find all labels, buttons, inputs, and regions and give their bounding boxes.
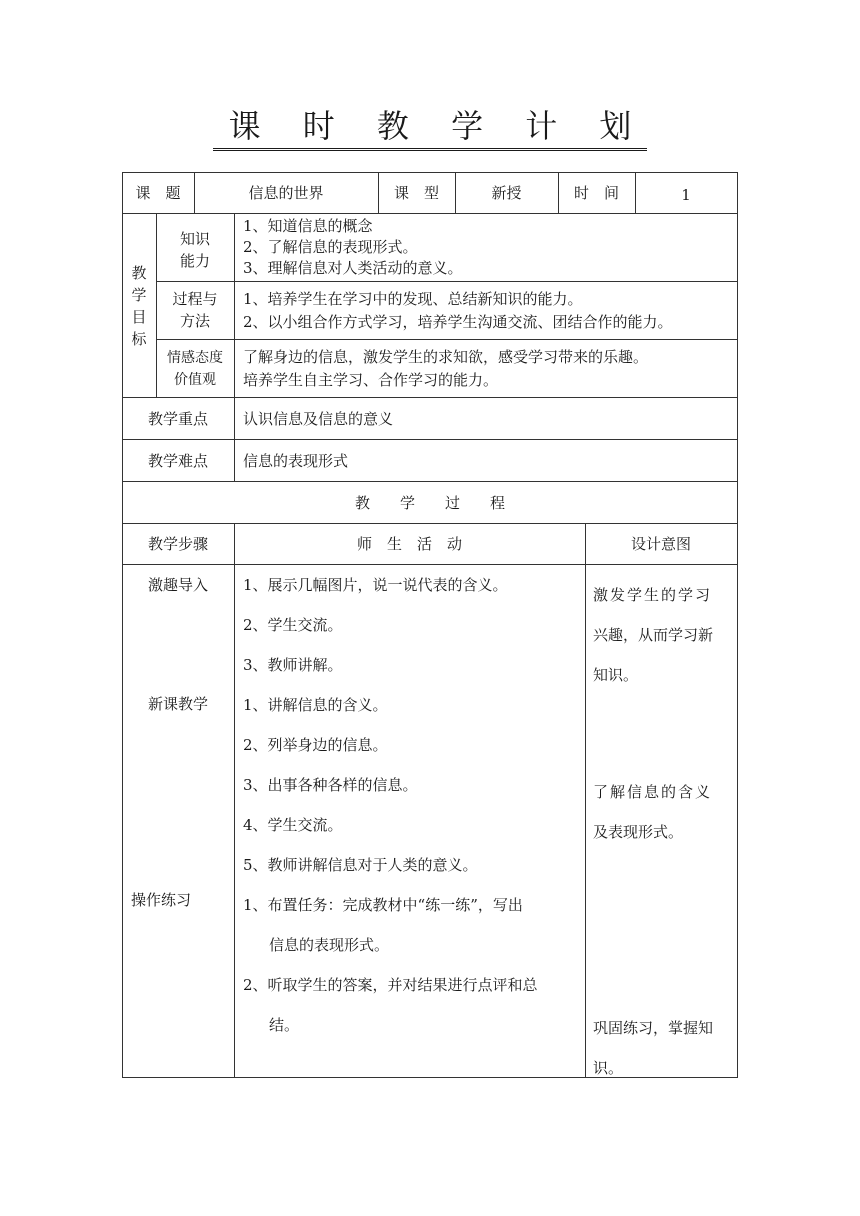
type-value: 新授 [491, 184, 522, 202]
knowledge-item: 3、理解信息对人类活动的意义。 [243, 259, 463, 277]
intent-line: 巩固练习，掌握知 [593, 1019, 714, 1037]
objectives-char: 目 [131, 308, 147, 326]
process-label-line: 方法 [179, 312, 210, 330]
step-warmup: 激趣导入 [147, 576, 208, 594]
intent-line: 识。 [593, 1059, 624, 1077]
table-border-right [737, 172, 738, 1078]
table-rule [234, 523, 235, 1078]
activity-line: 4、学生交流。 [243, 816, 343, 834]
knowledge-label [156, 228, 234, 272]
activity-line: 1、展示几幅图片，说一说代表的含义。 [243, 576, 508, 594]
intent-line: 了解信息的含义 [593, 783, 713, 801]
key-point-value: 认识信息及信息的意义 [243, 410, 394, 428]
intent-warmup [593, 575, 713, 695]
process-heading: 教 学 过 程 [354, 494, 505, 512]
process-item: 1、培养学生在学习中的发现、总结新知识的能力。 [243, 290, 583, 308]
topic-value: 信息的世界 [248, 184, 324, 202]
step-new-lesson: 新课教学 [147, 695, 208, 713]
knowledge-item: 1、知道信息的概念 [243, 217, 373, 235]
col-steps-header: 教学步骤 [147, 535, 208, 553]
intent-line: 及表现形式。 [593, 823, 684, 841]
intent-line: 兴趣，从而学习新 [593, 626, 714, 644]
activity-line: 3、出事各种各样的信息。 [243, 776, 418, 794]
activity-line: 3、教师讲解。 [243, 656, 343, 674]
step-practice: 操作练习 [131, 891, 192, 909]
table-rule [122, 523, 738, 524]
activity-line: 2、学生交流。 [243, 616, 343, 634]
activity-line: 1、布置任务：完成教材中“练一练”，写出 [243, 896, 523, 914]
difficulty-label: 教学难点 [147, 452, 208, 470]
knowledge-items [243, 216, 463, 279]
emotion-label-line: 价值观 [174, 372, 216, 388]
table-rule [156, 339, 738, 340]
time-label: 时 间 [573, 184, 619, 202]
emotion-label [156, 347, 234, 391]
intent-practice [593, 1008, 713, 1088]
col-intent-header: 设计意图 [630, 535, 691, 553]
intent-line: 激发学生的学习 [593, 586, 713, 604]
activity-line: 信息的表现形式。 [269, 936, 390, 954]
topic-label: 课 题 [135, 184, 181, 202]
table-rule [122, 481, 738, 482]
intent-new-lesson [593, 772, 712, 852]
table-rule [122, 213, 738, 214]
objectives-char: 标 [131, 330, 147, 348]
difficulty-value: 信息的表现形式 [243, 452, 349, 470]
activity-line: 2、列举身边的信息。 [243, 736, 388, 754]
col-activities-header: 师 生 活 动 [356, 535, 462, 553]
knowledge-item: 2、了解信息的表现形式。 [243, 238, 418, 256]
process-item: 2、以小组合作方式学习，培养学生沟通交流、团结合作的能力。 [243, 313, 673, 331]
table-border-top [122, 172, 738, 173]
emotion-items [243, 346, 648, 392]
activity-line: 5、教师讲解信息对于人类的意义。 [243, 856, 478, 874]
table-rule [156, 281, 738, 282]
objectives-char: 学 [131, 286, 147, 304]
knowledge-label-line: 能力 [179, 252, 210, 270]
key-point-label: 教学重点 [147, 410, 208, 428]
objectives-char: 教 [131, 264, 147, 282]
activity-line: 结。 [269, 1016, 300, 1034]
intent-line: 知识。 [593, 666, 639, 684]
table-rule [122, 397, 738, 398]
objectives-group-label [122, 262, 156, 350]
activities-list [243, 565, 538, 1045]
table-rule [122, 439, 738, 440]
emotion-item: 培养学生自主学习、合作学习的能力。 [243, 371, 499, 389]
emotion-item: 了解身边的信息，激发学生的求知欲，感受学习带来的乐趣。 [243, 348, 649, 366]
time-value: 1 [681, 186, 691, 204]
process-items [243, 288, 673, 334]
process-label-line: 过程与 [172, 290, 218, 308]
knowledge-label-line: 知识 [179, 230, 210, 248]
table-rule [585, 523, 586, 1078]
page-title: 课 时 教 学 计 划 [0, 104, 860, 151]
activity-line: 1、讲解信息的含义。 [243, 696, 388, 714]
process-label [156, 288, 234, 332]
emotion-label-line: 情感态度 [167, 350, 223, 366]
type-label: 课 型 [393, 184, 439, 202]
table-rule [234, 213, 235, 481]
activity-line: 2、听取学生的答案，并对结果进行点评和总 [243, 976, 538, 994]
